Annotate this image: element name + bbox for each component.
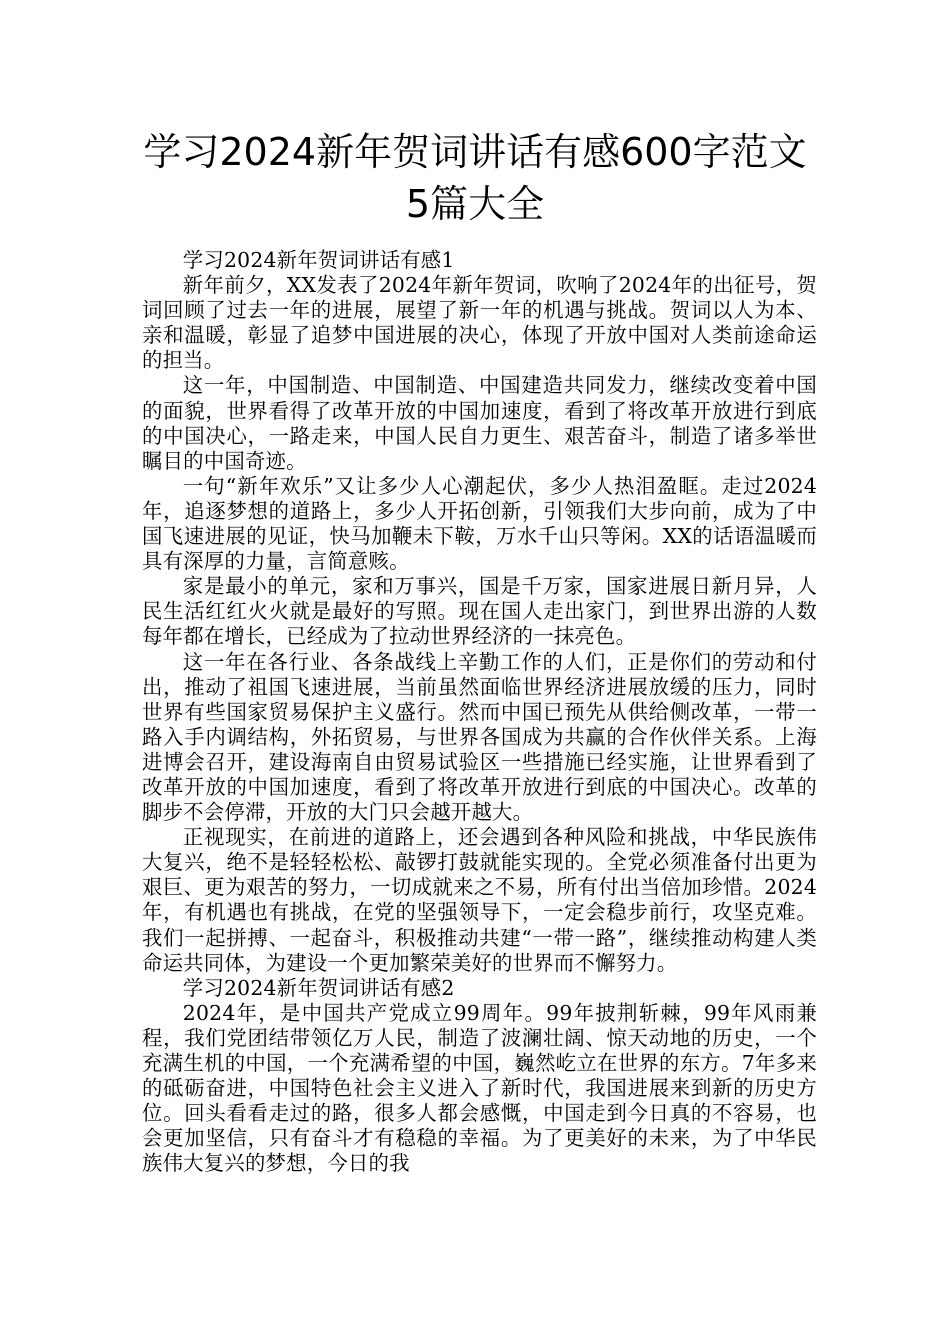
body-paragraph: 新年前夕，XX发表了2024年新年贺词，吹响了2024年的出征号，贺词回顾了过去一年的进展，展望了新一年的机遇与挑战。贺词以人为本、亲和温暖，彰显了追梦中国进展的决心，体现了开放中国对人类前途命运的担当。 xyxy=(142,273,817,373)
body-paragraph: 一句“新年欢乐”又让多少人心潮起伏，多少人热泪盈眶。走过2024年，追逐梦想的道路上，多少人开拓创新，引领我们大步向前，成为了中国飞速进展的见证，快马加鞭未下鞍，万水千山只等闲。XX的话语温暖而具有深厚的力量，言简意赅。 xyxy=(142,473,817,574)
body-paragraph: 这一年，中国制造、中国制造、中国建造共同发力，继续改变着中国的面貌，世界看得了改革开放的中国加速度，看到了将改革开放进行到底的中国决心，一路走来，中国人民自力更生、艰苦奋斗，制造了诸多举世瞩目的中国奇迹。 xyxy=(142,373,817,473)
body-paragraph: 正视现实，在前进的道路上，还会遇到各种风险和挑战，中华民族伟大复兴，绝不是轻轻松松、敲锣打鼓就能实现的。全党必须准备付出更为艰巨、更为艰苦的努力，一切成就来之不易，所有付出当倍加珍惜。2024年，有机遇也有挑战，在党的坚强领导下，一定会稳步前行，攻坚克难。我们一起拼搏、一起奋斗，积极推动共建“一带一路”，继续推动构建人类命运共同体，为建设一个更加繁荣美好的世界而不懈努力。 xyxy=(142,825,817,975)
body-paragraph: 2024年，是中国共产党成立99周年。99年披荆斩棘，99年风雨兼程，我们党团结带领亿万人民，制造了波澜壮阔、惊天动地的历史，一个充满生机的中国，一个充满希望的中国，巍然屹立在世界的东方。7年多来的砥砺奋进，中国特色社会主义进入了新时代，我国进展来到新的历史方位。回头看看走过的路，很多人都会感慨，中国走到今日真的不容易，也会更加坚信，只有奋斗才有稳稳的幸福。为了更美好的未来，为了中华民族伟大复兴的梦想，今日的我 xyxy=(142,1000,817,1176)
section-heading: 学习2024新年贺词讲话有感1 xyxy=(182,248,455,272)
title-line-1: 学习2024新年贺词讲话有感600字范文 xyxy=(143,130,807,174)
body-paragraph: 这一年在各行业、各条战线上辛勤工作的人们，正是你们的劳动和付出，推动了祖国飞速进展，当前虽然面临世界经济进展放缓的压力，同时世界有些国家贸易保护主义盛行。然而中国已预先从供给侧改革，一带一路入手内调结构，外拓贸易，与世界各国成为共赢的合作伙伴关系。上海进博会召开，建设海南自由贸易试验区一些措施已经实施，让世界看到了改革开放的中国加速度，看到了将改革开放进行到底的中国决心。改革的脚步不会停滞，开放的大门只会越开越大。 xyxy=(142,649,817,825)
document-title xyxy=(120,126,830,230)
document-body xyxy=(142,248,817,1176)
section-heading: 学习2024新年贺词讲话有感2 xyxy=(182,975,455,1000)
title-line-2: 5篇大全 xyxy=(405,182,545,226)
body-paragraph: 家是最小的单元，家和万事兴，国是千万家，国家进展日新月异，人民生活红红火火就是最好的写照。现在国人走出家门，到世界出游的人数每年都在增长，已经成为了拉动世界经济的一抹亮色。 xyxy=(142,574,817,649)
